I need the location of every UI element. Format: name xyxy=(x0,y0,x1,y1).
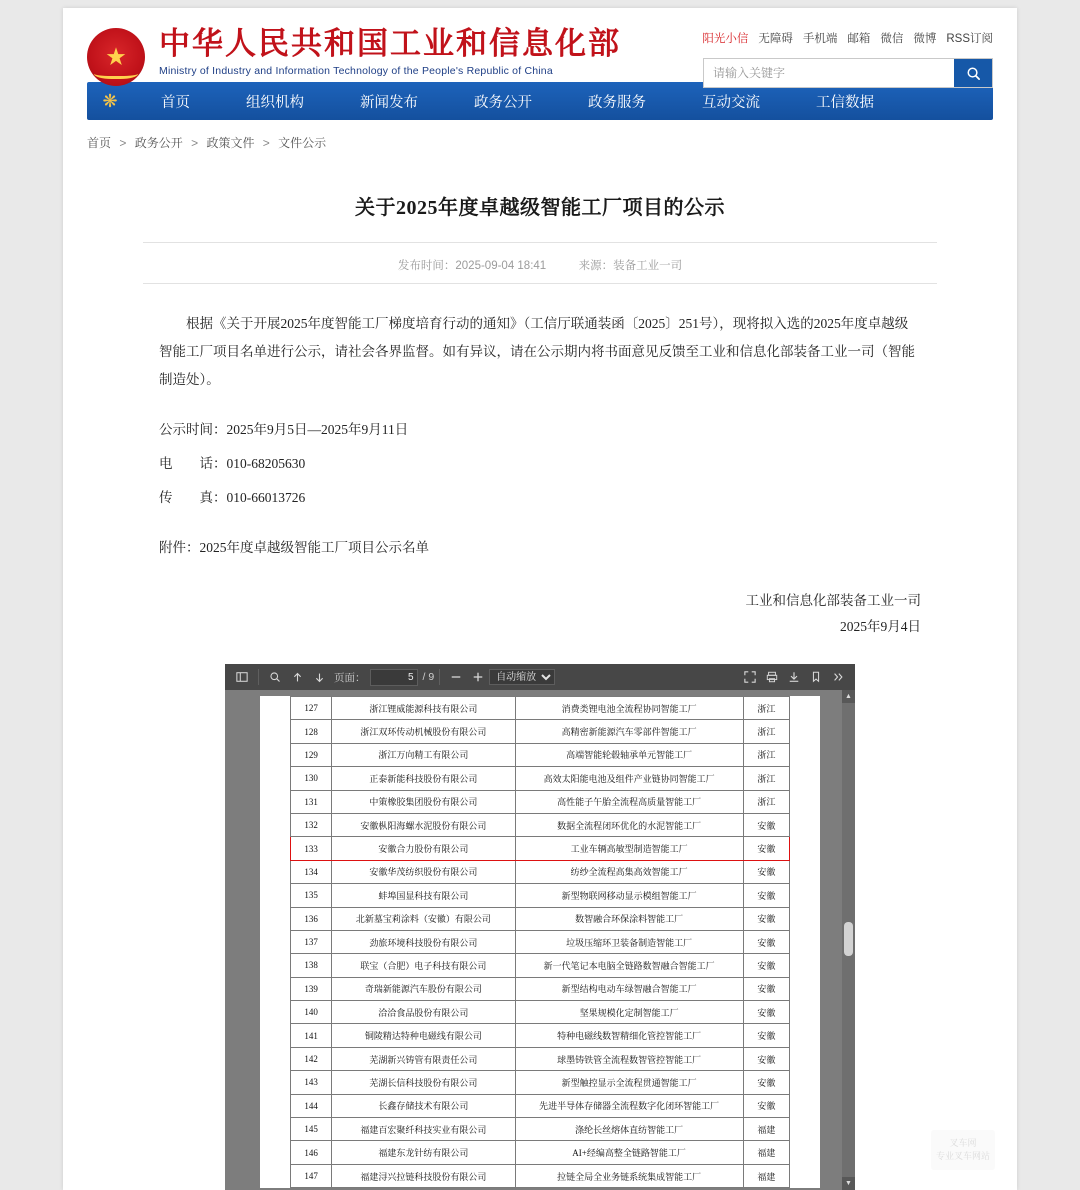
article xyxy=(63,151,1017,640)
site-header xyxy=(63,8,1017,82)
cell-no: 132 xyxy=(291,813,332,836)
cell-province: 浙江 xyxy=(743,767,789,790)
article-source: 来源：装备工业一司 xyxy=(578,260,683,272)
cell-company: 安徽合力股份有限公司 xyxy=(332,837,515,860)
miit-logo-icon: ❋ xyxy=(102,90,118,111)
project-listing-table xyxy=(290,696,790,1188)
table-row xyxy=(291,1141,790,1164)
cell-company: 正泰新能科技股份有限公司 xyxy=(332,767,515,790)
cell-province: 安徽 xyxy=(743,1001,789,1024)
content-sheet xyxy=(63,8,1017,1190)
cell-project: 数据全流程闭环优化的水泥智能工厂 xyxy=(515,813,743,836)
breadcrumb-separator: > xyxy=(119,136,127,150)
table-row xyxy=(291,743,790,766)
quicklink-wechat[interactable]: 微信 xyxy=(880,33,904,45)
cell-company: 浙江锂威能源科技有限公司 xyxy=(332,697,515,720)
cell-no: 131 xyxy=(291,790,332,813)
table-row xyxy=(291,954,790,977)
cell-province: 安徽 xyxy=(743,930,789,953)
cell-company: 福建百宏聚纤科技实业有限公司 xyxy=(332,1118,515,1141)
cell-no: 127 xyxy=(291,697,332,720)
cell-company: 浙江万向精工有限公司 xyxy=(332,743,515,766)
site-title-en: Ministry of Industry and Information Technology of the People's Republic of China xyxy=(159,65,553,77)
cell-project: 高端智能轮毂轴承单元智能工厂 xyxy=(515,743,743,766)
cell-no: 130 xyxy=(291,767,332,790)
attachment-line[interactable]: 附件：2025年度卓越级智能工厂项目公示名单 xyxy=(159,540,429,555)
printer-icon[interactable] xyxy=(761,667,783,687)
spacer xyxy=(159,518,921,534)
cell-province: 安徽 xyxy=(743,860,789,883)
cell-company: 芜湖新兴铸管有限责任公司 xyxy=(332,1047,515,1070)
cell-project: 先进半导体存储器全流程数字化闭环智能工厂 xyxy=(515,1094,743,1117)
quick-links xyxy=(703,30,993,46)
cell-province: 浙江 xyxy=(743,743,789,766)
cell-no: 129 xyxy=(291,743,332,766)
pdf-scrollbar[interactable] xyxy=(842,690,855,1190)
breadcrumb xyxy=(63,120,1017,151)
cell-project: 高精密新能源汽车零部件智能工厂 xyxy=(515,720,743,743)
cell-company: 劲旅环境科技股份有限公司 xyxy=(332,930,515,953)
article-body xyxy=(143,284,937,640)
sidebar-toggle-icon[interactable] xyxy=(231,667,253,687)
table-row xyxy=(291,884,790,907)
arrow-down-icon[interactable] xyxy=(308,667,330,687)
site-title-cn: 中华人民共和国工业和信息化部 xyxy=(159,26,621,61)
toolbar-divider xyxy=(258,669,259,685)
cell-province: 福建 xyxy=(743,1164,789,1187)
cell-project: 消费类锂电池全流程协同智能工厂 xyxy=(515,697,743,720)
search-icon[interactable] xyxy=(264,667,286,687)
cell-no: 136 xyxy=(291,907,332,930)
cell-project: 数智融合环保涂料智能工厂 xyxy=(515,907,743,930)
spacer xyxy=(159,400,921,416)
cell-no: 145 xyxy=(291,1118,332,1141)
table-row xyxy=(291,767,790,790)
article-meta xyxy=(143,243,937,284)
arrow-up-icon[interactable] xyxy=(286,667,308,687)
site-title-block xyxy=(159,26,621,77)
table-row xyxy=(291,790,790,813)
table-row xyxy=(291,1024,790,1047)
notice-fax: 传 真：010-66013726 xyxy=(159,490,306,505)
cell-company: 联宝（合肥）电子科技有限公司 xyxy=(332,954,515,977)
nav-item-govservice[interactable]: 政务服务 xyxy=(588,94,646,111)
table-row xyxy=(291,860,790,883)
cell-company: 福建浔兴拉链科技股份有限公司 xyxy=(332,1164,515,1187)
breadcrumb-item-notice[interactable]: 文件公示 xyxy=(278,136,327,150)
cell-province: 安徽 xyxy=(743,954,789,977)
cell-project: 新型触控显示全流程贯通智能工厂 xyxy=(515,1071,743,1094)
cell-no: 141 xyxy=(291,1024,332,1047)
table-row xyxy=(291,1094,790,1117)
cell-province: 浙江 xyxy=(743,790,789,813)
cell-project: 球墨铸铁管全流程数智管控智能工厂 xyxy=(515,1047,743,1070)
cell-no: 128 xyxy=(291,720,332,743)
cell-project: 高性能子午胎全流程高质量智能工厂 xyxy=(515,790,743,813)
signature-block xyxy=(159,588,921,640)
zoom-select[interactable] xyxy=(489,669,555,685)
search-button[interactable] xyxy=(954,59,992,87)
cell-project: 拉链全局全业务链系统集成智能工厂 xyxy=(515,1164,743,1187)
cell-company: 浙江双环传动机械股份有限公司 xyxy=(332,720,515,743)
cell-province: 浙江 xyxy=(743,720,789,743)
publish-time: 发布时间：2025-09-04 18:41 xyxy=(397,260,547,272)
cell-province: 安徽 xyxy=(743,1024,789,1047)
cell-company: 铜陵精达特种电磁线有限公司 xyxy=(332,1024,515,1047)
table-row xyxy=(291,697,790,720)
search-bar xyxy=(703,58,993,88)
national-emblem-icon xyxy=(87,28,145,86)
cell-province: 浙江 xyxy=(743,697,789,720)
table-row xyxy=(291,813,790,836)
table-row xyxy=(291,1071,790,1094)
double-chevron-right-icon[interactable] xyxy=(827,667,849,687)
search-icon xyxy=(966,66,981,81)
cell-no: 135 xyxy=(291,884,332,907)
bookmark-icon[interactable] xyxy=(805,667,827,687)
table-row xyxy=(291,837,790,860)
zoom-in-button[interactable] xyxy=(467,667,489,687)
cell-company: 洽洽食品股份有限公司 xyxy=(332,1001,515,1024)
cell-province: 安徽 xyxy=(743,1094,789,1117)
cell-province: 安徽 xyxy=(743,1071,789,1094)
cell-province: 福建 xyxy=(743,1118,789,1141)
nav-item-news[interactable]: 新闻发布 xyxy=(360,94,418,111)
table-row xyxy=(291,720,790,743)
cell-no: 133 xyxy=(291,837,332,860)
cell-project: 新型结构电动车绿智融合智能工厂 xyxy=(515,977,743,1000)
table-row xyxy=(291,977,790,1000)
cell-project: 特种电磁线数智精细化管控智能工厂 xyxy=(515,1024,743,1047)
article-paragraph-1: 根据《关于开展2025年度智能工厂梯度培育行动的通知》（工信厅联通装函〔2025〕251号），现将拟入选的2025年度卓越级智能工厂项目名单进行公示，请社会各界监督。如有异议，请在公示期内将书面意见反馈至工业和信息化部装备工业一司（智能制造处）。 xyxy=(159,316,915,387)
nav-item-data[interactable]: 工信数据 xyxy=(816,94,874,111)
breadcrumb-item-home[interactable]: 首页 xyxy=(87,136,112,150)
cell-no: 140 xyxy=(291,1001,332,1024)
quicklink-sunshine[interactable]: 阳光小信 xyxy=(702,33,749,45)
nav-item-home[interactable]: 首页 xyxy=(161,94,190,111)
toolbar-divider xyxy=(439,669,440,685)
scrollbar-thumb[interactable] xyxy=(844,922,853,956)
table-row xyxy=(291,1164,790,1187)
pdf-viewer xyxy=(225,664,855,1190)
signature-date: 2025年9月4日 xyxy=(840,619,921,634)
quicklink-mobile[interactable]: 手机端 xyxy=(802,33,838,45)
scroll-up-icon[interactable]: ▲ xyxy=(842,690,855,703)
pdf-page xyxy=(260,696,820,1188)
cell-project: 新型物联网移动显示模组智能工厂 xyxy=(515,884,743,907)
quicklink-accessibility[interactable]: 无障碍 xyxy=(758,33,793,45)
breadcrumb-item-policy[interactable]: 政策文件 xyxy=(206,136,255,150)
cell-company: 北新墓宝莉涂料（安徽）有限公司 xyxy=(332,907,515,930)
cell-project: AI+经编高整全链路智能工厂 xyxy=(515,1141,743,1164)
notice-period: 公示时间：2025年9月5日—2025年9月11日 xyxy=(159,422,409,437)
cell-province: 安徽 xyxy=(743,837,789,860)
nav-item-interaction[interactable]: 互动交流 xyxy=(702,94,760,111)
fullscreen-icon[interactable] xyxy=(739,667,761,687)
cell-no: 134 xyxy=(291,860,332,883)
watermark-line-2: 专业叉车网站 xyxy=(935,1151,990,1161)
watermark-line-1: 叉车网 xyxy=(949,1138,977,1148)
page-number-input[interactable] xyxy=(370,669,418,686)
cell-no: 144 xyxy=(291,1094,332,1117)
cell-no: 139 xyxy=(291,977,332,1000)
notice-tel: 电 话：010-68205630 xyxy=(159,456,306,471)
cell-project: 高效太阳能电池及组件产业链协同智能工厂 xyxy=(515,767,743,790)
cell-company: 中策橡胶集团股份有限公司 xyxy=(332,790,515,813)
cell-project: 工业车辆高敏型制造智能工厂 xyxy=(515,837,743,860)
page-title: 关于2025年度卓越级智能工厂项目的公示 xyxy=(143,177,937,243)
cell-company: 芜湖长信科技股份有限公司 xyxy=(332,1071,515,1094)
cell-province: 安徽 xyxy=(743,1047,789,1070)
cell-no: 137 xyxy=(291,930,332,953)
cell-company: 安徽华茂纺织股份有限公司 xyxy=(332,860,515,883)
header-right xyxy=(703,26,993,88)
watermark xyxy=(931,1130,995,1170)
pdf-toolbar xyxy=(225,664,855,690)
table-row xyxy=(291,1001,790,1024)
cell-province: 福建 xyxy=(743,1141,789,1164)
table-row xyxy=(291,930,790,953)
cell-no: 142 xyxy=(291,1047,332,1070)
cell-project: 垃圾压缩环卫装备制造智能工厂 xyxy=(515,930,743,953)
quicklink-weibo[interactable]: 微博 xyxy=(913,33,937,45)
cell-no: 143 xyxy=(291,1071,332,1094)
search-input[interactable] xyxy=(704,59,954,87)
cell-project: 坚果规模化定制智能工厂 xyxy=(515,1001,743,1024)
cell-province: 安徽 xyxy=(743,977,789,1000)
cell-province: 安徽 xyxy=(743,907,789,930)
cell-project: 新一代笔记本电脑全链路数智融合智能工厂 xyxy=(515,954,743,977)
cell-company: 蚌埠国显科技有限公司 xyxy=(332,884,515,907)
quicklink-rss[interactable]: RSS订阅 xyxy=(946,33,993,45)
cell-no: 146 xyxy=(291,1141,332,1164)
cell-province: 安徽 xyxy=(743,884,789,907)
quicklink-mail[interactable]: 邮箱 xyxy=(847,33,871,45)
cell-project: 涤纶长丝熔体直纺智能工厂 xyxy=(515,1118,743,1141)
cell-no: 147 xyxy=(291,1164,332,1187)
cell-project: 纺纱全流程高集高效智能工厂 xyxy=(515,860,743,883)
cell-company: 福建东龙针纺有限公司 xyxy=(332,1141,515,1164)
cell-province: 安徽 xyxy=(743,813,789,836)
nav-item-organization[interactable]: 组织机构 xyxy=(246,94,304,111)
scroll-down-icon[interactable]: ▼ xyxy=(842,1177,855,1190)
cell-company: 安徽枞阳海螺水泥股份有限公司 xyxy=(332,813,515,836)
table-row xyxy=(291,1118,790,1141)
cell-company: 长鑫存储技术有限公司 xyxy=(332,1094,515,1117)
page-label: 页面： xyxy=(334,671,366,684)
signature-org: 工业和信息化部装备工业一司 xyxy=(745,593,921,608)
breadcrumb-item-govopen[interactable]: 政务公开 xyxy=(134,136,183,150)
cell-no: 138 xyxy=(291,954,332,977)
nav-item-govopen[interactable]: 政务公开 xyxy=(474,94,532,111)
zoom-out-button[interactable] xyxy=(445,667,467,687)
breadcrumb-separator: > xyxy=(262,136,270,150)
table-row xyxy=(291,907,790,930)
table-row xyxy=(291,1047,790,1070)
breadcrumb-separator: > xyxy=(191,136,199,150)
pdf-body xyxy=(225,690,855,1190)
download-icon[interactable] xyxy=(783,667,805,687)
cell-company: 奇瑞新能源汽车股份有限公司 xyxy=(332,977,515,1000)
page-total-label: / 9 xyxy=(422,671,435,683)
